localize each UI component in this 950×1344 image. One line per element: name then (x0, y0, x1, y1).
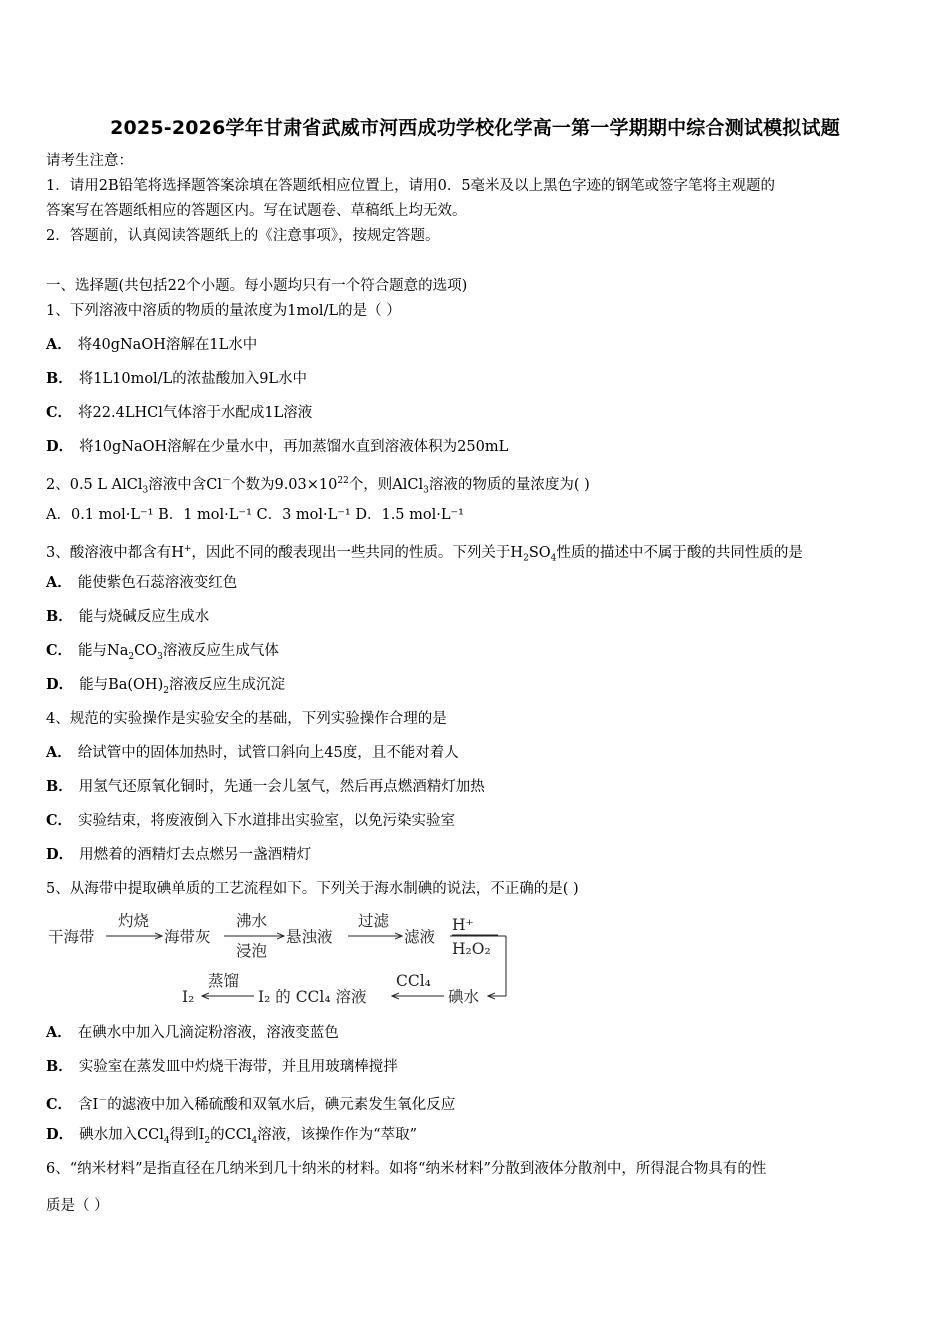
option-text: 实验结束，将废液倒入下水道排出实验室，以免污染实验室 (78, 813, 456, 829)
option-text: 给试管中的固体加热时，试管口斜向上45度，且不能对着人 (77, 745, 459, 761)
option-label: B． (46, 370, 73, 387)
question-3-option-d (46, 675, 285, 701)
question-5-option-d (46, 1125, 417, 1151)
flow-edge-boiling-water: 沸水 (236, 912, 268, 930)
section-heading: 一、选择题(共包括22个小题。每小题均只有一个符合题意的选项) (46, 278, 468, 294)
option-text: 溶液反应生成气体 (162, 643, 279, 659)
option-text: 将1L10mol/L的浓盐酸加入9L水中 (78, 371, 308, 387)
superscript: + (183, 544, 192, 554)
question-3-stem (46, 539, 803, 569)
stem-part: 个，则AlCl (348, 476, 424, 493)
flow-edge-soak: 浸泡 (236, 942, 268, 960)
page-title: 2025-2026学年甘肃省武威市河西成功学校化学高一第一学期期中综合测试模拟试题 (110, 117, 840, 139)
stem-part: 3、酸溶液中都含有H (46, 544, 184, 561)
option-text: 溶液，该操作作为“萃取” (257, 1127, 417, 1143)
stem-part: 2、0.5 L AlCl (46, 476, 143, 493)
option-label: A． (46, 336, 72, 353)
option-label: C． (46, 1095, 73, 1113)
question-1-option-d (46, 437, 508, 457)
subscript: 4 (251, 1135, 258, 1146)
option-label: D． (46, 676, 74, 693)
option-label: C． (46, 642, 73, 659)
stem-part: 性质的描述中不属于酸的共同性质的是 (556, 544, 803, 561)
subscript: 3 (423, 485, 429, 496)
option-label: C． (46, 812, 73, 829)
option-text: 将40gNaOH溶解在1L水中 (77, 337, 258, 353)
flow-reagent-h-plus: H⁺ (452, 916, 474, 934)
question-2-stem (46, 471, 590, 501)
subscript: 4 (550, 553, 557, 564)
subscript: 2 (128, 651, 135, 662)
notice-item-1-line-2: 答案写在答题纸相应的答题区内。写在试题卷、草稿纸上均无效。 (46, 203, 467, 219)
option-label: B． (46, 778, 73, 795)
question-1-option-b (46, 369, 307, 389)
flow-node-i2-ccl4-solution: I₂ 的 CCl₄ 溶液 (258, 988, 367, 1006)
flow-edge-burn: 灼烧 (118, 912, 150, 930)
option-text: 能使紫色石蕊溶液变红色 (77, 575, 238, 591)
option-text: 将10gNaOH溶解在少量水中，再加蒸馏水直到溶液体积为250mL (79, 439, 509, 455)
notice-item-2: 2．答题前，认真阅读答题纸上的《注意事项》，按规定答题。 (46, 228, 440, 244)
subscript: 3 (157, 651, 163, 662)
option-text: 溶液反应生成沉淀 (168, 677, 285, 693)
question-4-option-d (46, 845, 311, 865)
option-text: 用氢气还原氧化铜时，先通一会儿氢气，然后再点燃酒精灯加热 (78, 779, 485, 795)
flow-node-iodine-water: 碘水 (448, 988, 480, 1006)
question-3-option-a (46, 573, 237, 593)
option-text: 将22.4LHCl气体溶于水配成1L溶液 (78, 405, 313, 421)
stem-part: 溶液中含Cl (148, 476, 222, 493)
option-label: C． (46, 404, 73, 421)
subscript: 2 (163, 685, 169, 696)
option-text: 的CCl (210, 1127, 252, 1143)
option-text: 碘水加入CCl (79, 1127, 164, 1143)
flow-edge-ccl4: CCl₄ (396, 972, 431, 990)
subscript: 2 (204, 1135, 211, 1146)
option-label: D． (46, 846, 74, 863)
option-text: 实验室在蒸发皿中灼烧干海带，并且用玻璃棒搅拌 (78, 1059, 398, 1075)
superscript: 22 (337, 476, 349, 486)
stem-part: ，因此不同的酸表现出一些共同的性质。下列关于H (191, 544, 524, 561)
superscript: － (221, 476, 231, 486)
question-5-stem: 5、从海带中提取碘单质的工艺流程如下。下列关于海水制碘的说法，不正确的是( ) (46, 881, 579, 897)
iodine-extraction-flowchart (46, 908, 516, 1010)
flow-edge-filter: 过滤 (358, 912, 390, 930)
question-6-stem-line-1: 6、“纳米材料”是指直径在几纳米到几十纳米的材料。如将“纳米材料”分散到液体分散剂中，所得混合物具有的性 (46, 1161, 767, 1177)
subscript: 2 (523, 553, 529, 564)
option-text: 含I (78, 1096, 99, 1113)
question-1-stem: 1、下列溶液中溶质的物质的量浓度为1mol/L的是（ ） (46, 303, 401, 319)
question-1-option-a (46, 335, 257, 355)
notice-item-1-line-1: 1．请用2B铅笔将选择题答案涂填在答题纸相应位置上，请用0．5毫米及以上黑色字迹的钢笔或签字笔将主观题的 (46, 178, 776, 194)
option-text: 的滤液中加入稀硫酸和双氧水后，碘元素发生氧化反应 (107, 1096, 456, 1113)
flow-node-i2: I₂ (182, 988, 195, 1006)
question-4-option-b (46, 777, 485, 797)
option-text: CO (134, 643, 158, 659)
question-1-option-c (46, 403, 312, 423)
question-4-option-c (46, 811, 455, 831)
question-3-option-c (46, 641, 279, 667)
option-text: 能与Ba(OH) (79, 677, 164, 693)
stem-part: 个数为9.03×10 (230, 476, 338, 493)
question-4-stem: 4、规范的实验操作是实验安全的基础，下列实验操作合理的是 (46, 711, 447, 727)
notice-heading: 请考生注意： (46, 153, 133, 169)
option-text: 在碘水中加入几滴淀粉溶液，溶液变蓝色 (77, 1025, 339, 1041)
flow-node-suspension: 悬浊液 (286, 928, 333, 946)
option-label: A． (46, 744, 72, 761)
option-label: B． (46, 1058, 73, 1075)
option-label: B． (46, 608, 73, 625)
question-5-option-b (46, 1057, 398, 1077)
flow-node-filtrate: 滤液 (404, 928, 436, 946)
flow-node-kelp-ash: 海带灰 (164, 928, 211, 946)
question-5-option-c (46, 1091, 455, 1115)
question-3-option-b (46, 607, 209, 627)
flow-node-dry-kelp: 干海带 (48, 928, 95, 946)
option-text: 用燃着的酒精灯去点燃另一盏酒精灯 (79, 847, 312, 863)
option-label: D． (46, 438, 74, 455)
stem-part: 溶液的物质的量浓度为( ) (428, 476, 590, 493)
option-text: 能与Na (78, 643, 129, 659)
option-label: D． (46, 1126, 74, 1143)
question-5-option-a (46, 1023, 339, 1043)
option-text: 能与烧碱反应生成水 (78, 609, 210, 625)
option-label: A． (46, 1024, 72, 1041)
question-6-stem-line-2: 质是（ ） (46, 1198, 109, 1214)
question-4-option-a (46, 743, 459, 763)
option-label: A． (46, 574, 72, 591)
option-text: 得到I (169, 1127, 205, 1143)
question-2-options: A．0.1 mol·L⁻¹ B．1 mol·L⁻¹ C．3 mol·L⁻¹ D．1.5 mol·L⁻¹ (46, 507, 464, 523)
flow-edge-distill: 蒸馏 (208, 972, 240, 990)
flow-reagent-h2o2: H₂O₂ (452, 940, 491, 958)
stem-part: SO (528, 544, 551, 561)
subscript: 3 (142, 485, 149, 496)
subscript: 4 (163, 1135, 170, 1146)
superscript: － (98, 1096, 108, 1106)
